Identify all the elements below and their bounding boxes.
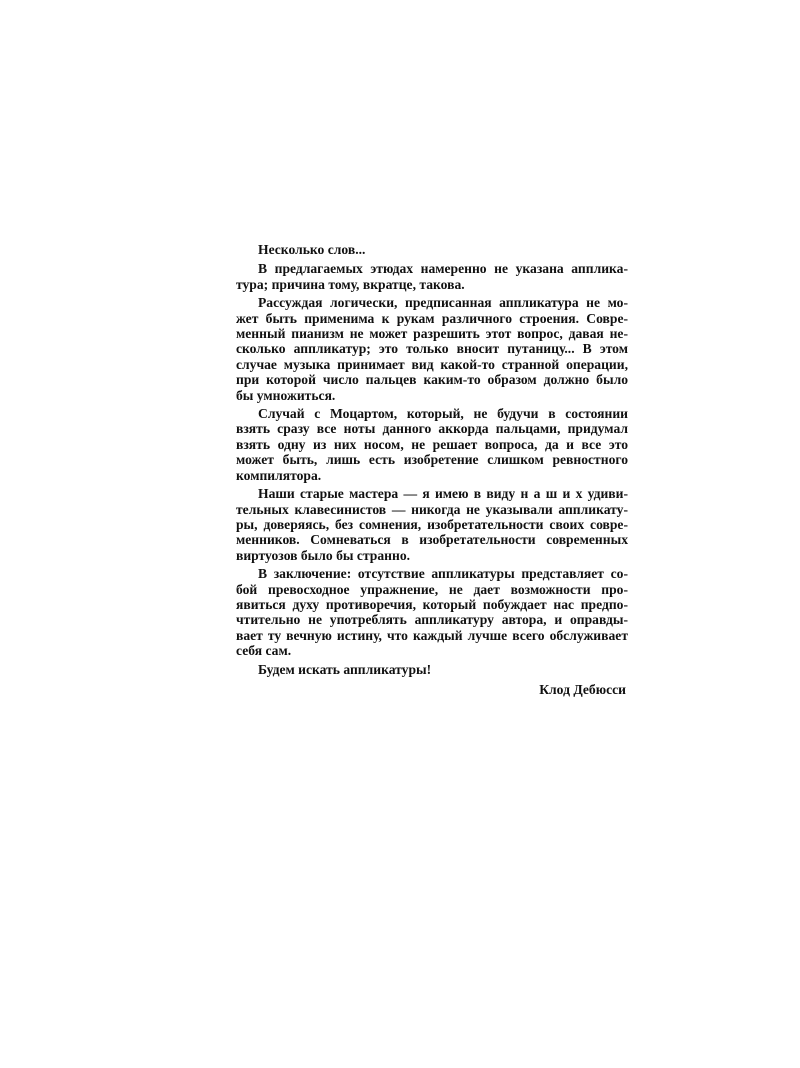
paragraph-line: В заключение: отсутствие аппликатуры представляет со- (258, 566, 628, 582)
paragraph-line: чтительно не употреблять аппликатуру автора, и оправды- (236, 612, 628, 628)
paragraph (236, 261, 628, 292)
closing-line: Будем искать аппликатуры! (258, 661, 432, 677)
paragraph-line: виртуозов было бы странно. (236, 547, 411, 563)
paragraph-line: ры, доверяясь, без сомнения, изобретательности своих совре- (236, 516, 628, 532)
paragraph-line: при которой число пальцев каким-то образом должно было (236, 372, 628, 388)
paragraph-line: тура; причина тому, вкратце, такова. (236, 276, 465, 292)
paragraph-line: менников. Сомневаться в изобретательности современных (236, 532, 628, 548)
paragraph-line: менный пианизм не может разрешить этот вопрос, давая не- (236, 326, 628, 342)
paragraph-line: В предлагаемых этюдах намеренно не указана апплика- (258, 261, 628, 277)
paragraph-line: Рассуждая логически, предписанная аппликатура не мо- (258, 295, 628, 311)
paragraph (236, 295, 628, 403)
paragraph-line: взять сразу все ноты данного аккорда пальцами, придумал (236, 421, 628, 437)
preface-paragraphs (236, 261, 628, 658)
paragraph-line: сколько аппликатур; это только вносит путаницу... В этом (236, 341, 628, 357)
paragraph-line: жет быть применима к рукам различного строения. Совре- (236, 310, 628, 326)
paragraph-line: вает ту вечную истину, что каждый лучше всего обслуживает (236, 627, 628, 643)
paragraph-line: Наши старые мастера — я имею в виду н а ш и х удиви- (258, 486, 628, 502)
paragraph-line: может быть, лишь есть изобретение слишком ревностного (236, 452, 628, 468)
preface-text (236, 242, 628, 697)
paragraph-line: явиться духу противоречия, который побуждает нас предпо- (236, 596, 628, 612)
paragraph-line: бой превосходное упражнение, не дает возможности про- (236, 581, 628, 597)
paragraph-line: случае музыка принимает вид какой-то странной операции, (236, 356, 628, 372)
paragraph-line: взять одну из них носом, не решает вопроса, да и все это (236, 436, 628, 452)
paragraph-line: Случай с Моцартом, который, не будучи в состоянии (258, 406, 628, 422)
paragraph (236, 486, 628, 563)
paragraph-line: компилятора. (236, 467, 322, 483)
paragraph (236, 566, 628, 658)
paragraph (236, 406, 628, 483)
preface-heading: Несколько слов... (258, 242, 366, 257)
paragraph-line: бы умножиться. (236, 387, 336, 403)
paragraph-line: себя сам. (236, 643, 292, 659)
paragraph-line: тельных клавесинистов — никогда не указывали аппликату- (236, 501, 628, 517)
author-signature: Клод Дебюсси (539, 681, 626, 697)
